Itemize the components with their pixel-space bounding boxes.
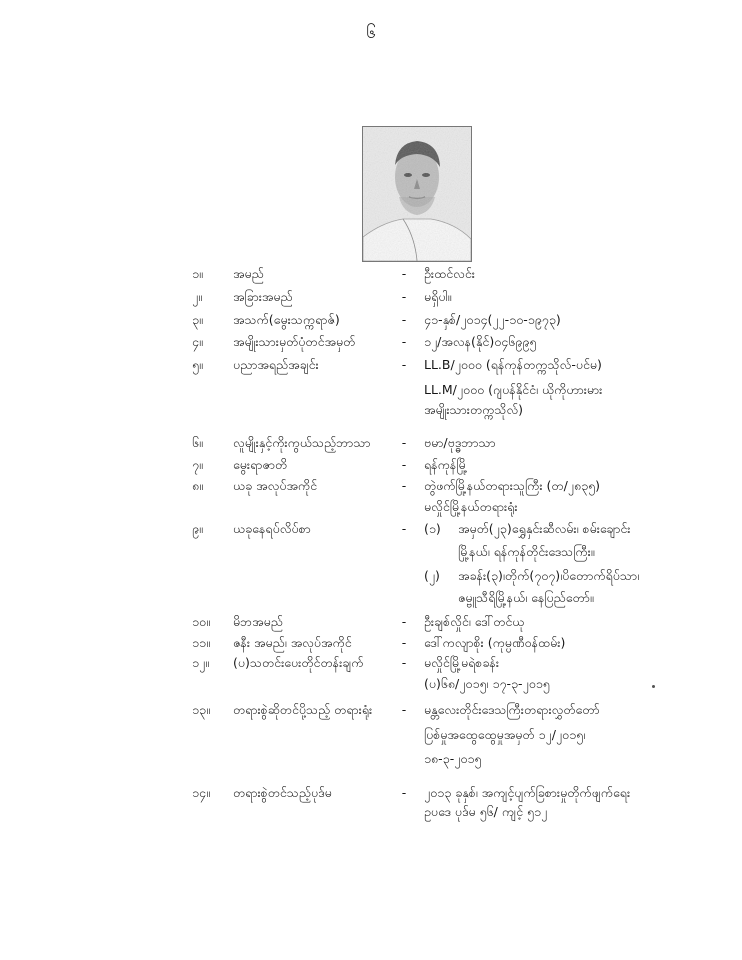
field-value: တွဲဖက်မြို့နယ်တရားသူကြီး (တ/၂၈၃၅) [424,478,601,493]
address-line: အခန်း(၃)၊တိုက်(၇၀၇)၊ပိတောက်ရိပ်သာ၊ [458,568,640,583]
field-value: မန္တလေးတိုင်းဒေသကြီးတရားလွှတ်တော် [424,702,600,717]
field-label: ယခုနေရပ်လိပ်စာ [233,521,311,536]
field-value: အမျိုးသားတက္ကသိုလ်) [424,402,524,417]
address-line: မြို့နယ်၊ ရန်ကုန်တိုင်းဒေသကြီး။ [458,544,595,559]
item-number: ၁၃။ [192,702,210,717]
separator-dash: - [401,357,407,372]
field-value: ရန်ကုန်မြို့ [424,457,468,472]
separator-dash: - [401,289,407,304]
field-value: မလှိုင်မြို့မရဲစခန်း [424,655,499,670]
separator-dash: - [401,478,407,493]
item-number: ၉။ [192,521,203,536]
stray-mark [652,685,655,688]
separator-dash: - [401,312,407,327]
field-label: မိဘအမည် [233,614,283,629]
field-value: ၁၂/အလန(နိုင်)၀၄၆၉၉၅ [424,334,537,349]
field-value: ပြစ်မှုအထွေထွေမှုအမှတ် ၁၂/၂၀၁၅၊ [424,727,586,742]
field-label: ဇနီး အမည်၊ အလုပ်အကိုင် [233,635,352,650]
separator-dash: - [401,785,407,800]
address-number: (၁) [424,521,441,536]
field-value: LL.B/၂၀၀၀ (ရန်ကုန်တက္ကသိုလ်-ပင်မ) [424,357,602,372]
item-number: ၂။ [192,289,202,304]
field-label: ယခု အလုပ်အကိုင် [233,478,318,493]
item-number: ၇။ [192,457,203,472]
field-label: အသက်(မွေးသက္ကရာဇ်) [233,312,340,327]
portrait-photo-icon [363,127,471,261]
separator-dash: - [401,655,407,670]
field-value: ၁၈-၃-၂၀၁၅ [424,751,482,766]
portrait-photo [362,126,472,262]
separator-dash: - [401,334,407,349]
item-number: ၃။ [192,312,203,327]
field-label: မွေးရာဇာတိ [233,457,288,472]
separator-dash: - [401,702,407,717]
field-value: ဒေါ်ကလျာစိုး (ကုမ္ပဏီဝန်ထမ်း) [424,635,566,650]
field-label: ပညာအရည်အချင်း [233,357,319,372]
separator-dash: - [401,635,407,650]
separator-dash: - [401,435,407,450]
separator-dash: - [401,521,407,536]
field-label: တရားစွဲတင်သည့်ပုဒ်မ [233,785,332,800]
item-number: ၆။ [192,435,203,450]
field-value: မရှိပါ။ [424,289,452,304]
field-label: အမျိုးသားမှတ်ပုံတင်အမှတ် [233,334,356,349]
item-number: ၁။ [192,266,203,281]
item-number: ၁၄။ [192,785,210,800]
item-number: ၈။ [192,478,203,493]
field-value: ဗမာ/ဗုဒ္ဓဘာသာ [424,435,496,450]
field-value: မလှိုင်မြို့နယ်တရားရုံး [424,499,518,514]
field-value: (ပ)၆၈/၂၀၁၅၊ ၁၇-၃-၂၀၁၅ [424,676,550,691]
item-number: ၅။ [192,357,203,372]
field-value: ၂၀၁၃ ခုနှစ်၊ အကျင့်ပျက်ခြစားမှုတိုက်ဖျက်ရေး [424,785,631,800]
separator-dash: - [401,457,407,472]
item-number: ၁၀။ [192,614,210,629]
field-value: ဥပဒေ ပုဒ်မ ၅၆/ ကျင့် ၅၁၂ [424,804,548,819]
field-value: ဦးချစ်လှိုင်၊ ဒေါ်တင်ယု [424,614,525,629]
field-label: အမည် [233,266,264,281]
address-line: ဇမ္ဗူသီရိမြို့နယ်၊ နေပြည်တော်။ [458,590,594,605]
item-number: ၁၂။ [192,655,209,670]
field-label: (ပ)သတင်းပေးတိုင်တန်းချက် [233,655,364,670]
field-label: တရားစွဲဆိုတင်ပို့သည့် တရားရုံး [233,702,373,717]
page-number: ၆ [366,23,376,43]
separator-dash: - [401,614,407,629]
separator-dash: - [401,266,407,281]
field-label: အခြားအမည် [233,289,293,304]
field-value: ဦးထင်လင်း [424,266,475,281]
field-label: လူမျိုးနှင့်ကိုးကွယ်သည့်ဘာသာ [233,435,371,450]
item-number: ၁၁။ [192,635,210,650]
item-number: ၄။ [192,334,203,349]
address-number: (၂) [424,568,440,583]
field-value: LL.M/၂၀၀၀ (ဂျပန်နိုင်ငံ၊ ယိုကိုဟားမား [424,382,603,397]
field-value: ၄၁-နှစ်/၂၀၁၄(၂၂-၁၀-၁၉၇၃) [424,312,561,327]
address-line: အမှတ်(၂၃)ရွှေနှင်းဆီလမ်း၊ စမ်းချောင်း [458,521,631,536]
